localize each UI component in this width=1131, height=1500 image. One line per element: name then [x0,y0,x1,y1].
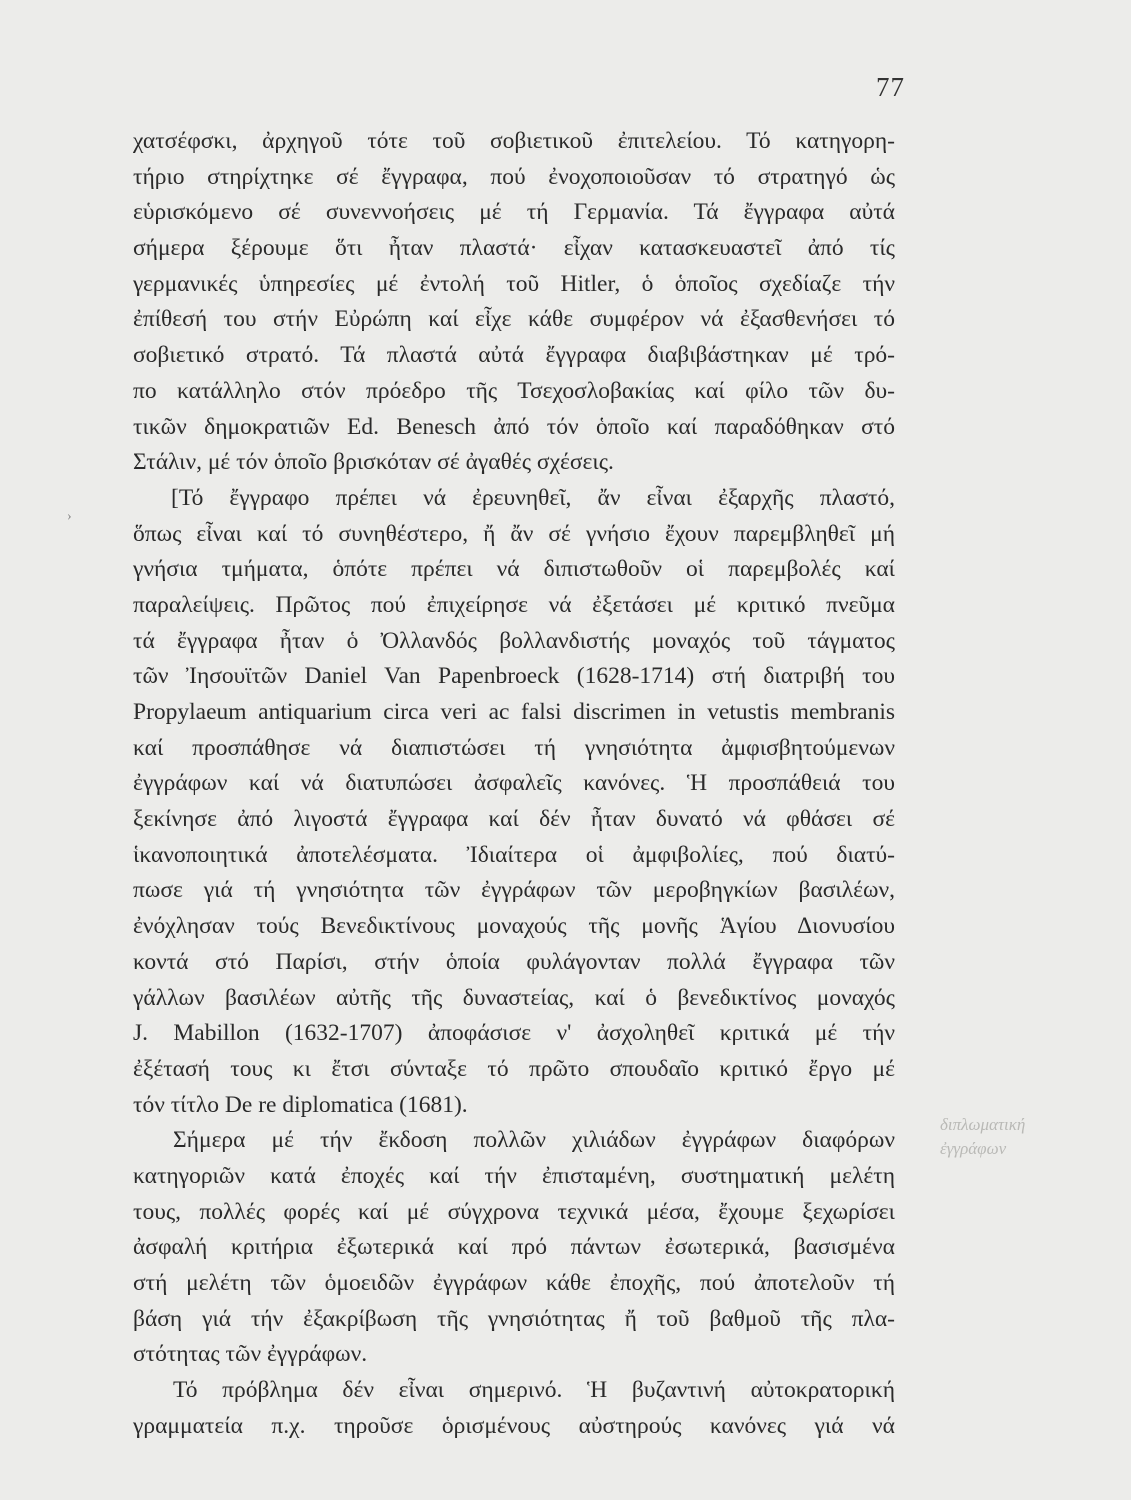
text-line: ἐπίθεσή του στήν Εὐρώπη καί εἶχε κάθε συμφέρον νά ἐξασθενήσει τό [133,306,895,333]
text-line: τά ἔγγραφα ἦταν ὁ Ὀλλανδός βολλανδιστής μοναχός τοῦ τάγματος [133,627,895,654]
text-line: καί προσπάθησε νά διαπιστώσει τή γνησιότητα ἀμφισβητούμενων [133,734,895,761]
text-line: παραλείψεις. Πρῶτος πού ἐπιχείρησε νά ἐξετάσει μέ κριτικό πνεῦμα [133,591,895,618]
text-line: πωσε γιά τή γνησιότητα τῶν ἐγγράφων τῶν μεροβηγκίων βασιλέων, [133,877,895,904]
text-line: J. Mabillon (1632-1707) ἀποφάσισε ν' ἀσχοληθεῖ κριτικά μέ τήν [133,1020,895,1047]
text-line: [Τό ἔγγραφο πρέπει νά ἐρευνηθεῖ, ἄν εἶναι ἐξαρχῆς πλαστό, [171,484,895,511]
page-number: 77 [876,72,905,102]
text-line: σήμερα ξέρουμε ὅτι ἦταν πλαστά· εἶχαν κατασκευαστεῖ ἀπό τίς [133,235,895,262]
text-line: χατσέφσκι, ἀρχηγοῦ τότε τοῦ σοβιετικοῦ ἐπιτελείου. Τό κατηγορη- [133,128,895,154]
text-line: τους, πολλές φορές καί μέ σύγχρονα τεχνικά μέσα, ἔχουμε ξεχωρίσει [133,1198,895,1225]
text-line: τήριο στηρίχτηκε σέ ἔγγραφα, πού ἐνοχοποιοῦσαν τό στρατηγό ὡς [133,163,895,190]
text-line: εὑρισκόμενο σέ συνεννοήσεις μέ τή Γερμανία. Τά ἔγγραφα αὐτά [133,199,895,226]
text-line: γάλλων βασιλέων αὐτῆς τῆς δυναστείας, καί ὁ βενεδικτίνος μοναχός [133,984,895,1011]
text-line: κοντά στό Παρίσι, στήν ὁποία φυλάγονταν πολλά ἔγγραφα τῶν [133,948,895,975]
text-line: ξεκίνησε ἀπό λιγοστά ἔγγραφα καί δέν ἦταν δυνατό νά φθάσει σέ [133,806,895,833]
text-line: κατηγοριῶν κατά ἐποχές καί τήν ἐπισταμένη, συστηματική μελέτη [133,1162,895,1189]
text-line: ἀσφαλή κριτήρια ἐξωτερικά καί πρό πάντων ἐσωτερικά, βασισμένα [133,1234,895,1261]
margin-note [940,1113,1090,1161]
text-line: τόν τίτλο De re diplomatica (1681). [133,1091,468,1118]
text-line: πο κατάλληλο στόν πρόεδρο τῆς Τσεχοσλοβακίας καί φίλο τῶν δυ- [133,377,895,404]
text-line: Σήμερα μέ τήν ἔκδοση πολλῶν χιλιάδων ἐγγράφων διαφόρων [173,1127,895,1154]
text-line: ἱκανοποιητικά ἀποτελέσματα. Ἰδιαίτερα οἱ ἀμφιβολίες, πού διατύ- [133,841,895,868]
text-line: γνήσια τμήματα, ὁπότε πρέπει νά διπιστωθοῦν οἱ παρεμβολές καί [133,556,895,583]
body-text [133,124,895,1444]
text-line: ἐνόχλησαν τούς Βενεδικτίνους μοναχούς τῆς μονῆς Ἁγίου Διονυσίου [133,913,895,940]
text-line: ἐξέτασή τους κι ἔτσι σύνταξε τό πρῶτο σπουδαῖο κριτικό ἔργο μέ [133,1055,895,1082]
text-line: ἐγγράφων καί νά διατυπώσει ἀσφαλεῖς κανόνες. Ἡ προσπάθειά του [133,770,895,797]
text-line: στή μελέτη τῶν ὁμοειδῶν ἐγγράφων κάθε ἐποχῆς, πού ἀποτελοῦν τή [133,1270,895,1296]
text-line: τικῶν δημοκρατιῶν Ed. Benesch ἀπό τόν ὁποῖο καί παραδόθηκαν στό [133,413,895,440]
margin-note-line: διπλωματική [940,1115,1026,1134]
text-line: γερμανικές ὑπηρεσίες μέ ἐντολή τοῦ Hitler, ὁ ὁποῖος σχεδίαζε τήν [133,270,895,297]
text-line: Propylaeum antiquarium circa veri ac falsi discrimen in vetustis membranis [133,699,895,725]
text-line: σοβιετικό στρατό. Τά πλαστά αὐτά ἔγγραφα διαβιβάστηκαν μέ τρό- [133,342,895,369]
text-line: γραμματεία π.χ. τηροῦσε ὁρισμένους αὐστηρούς κανόνες γιά νά [133,1412,895,1439]
text-line: τῶν Ἰησουϊτῶν Daniel Van Papenbroeck (1628-1714) στή διατριβή του [133,663,895,690]
text-line: ὅπως εἶναι καί τό συνηθέστερο, ἤ ἄν σέ γνήσιο ἔχουν παρεμβληθεῖ μή [133,520,895,547]
text-line: στότητας τῶν ἐγγράφων. [133,1341,368,1368]
text-line: Τό πρόβλημα δέν εἶναι σημερινό. Ἡ βυζαντινή αὐτοκρατορική [173,1377,895,1404]
margin-mark: › [67,509,72,524]
margin-note-line: ἐγγράφων [940,1139,1007,1158]
text-line: βάση γιά τήν ἐξακρίβωση τῆς γνησιότητας ἤ τοῦ βαθμοῦ τῆς πλα- [133,1305,895,1332]
text-line: Στάλιν, μέ τόν ὁποῖο βρισκόταν σέ ἀγαθές σχέσεις. [133,449,614,476]
